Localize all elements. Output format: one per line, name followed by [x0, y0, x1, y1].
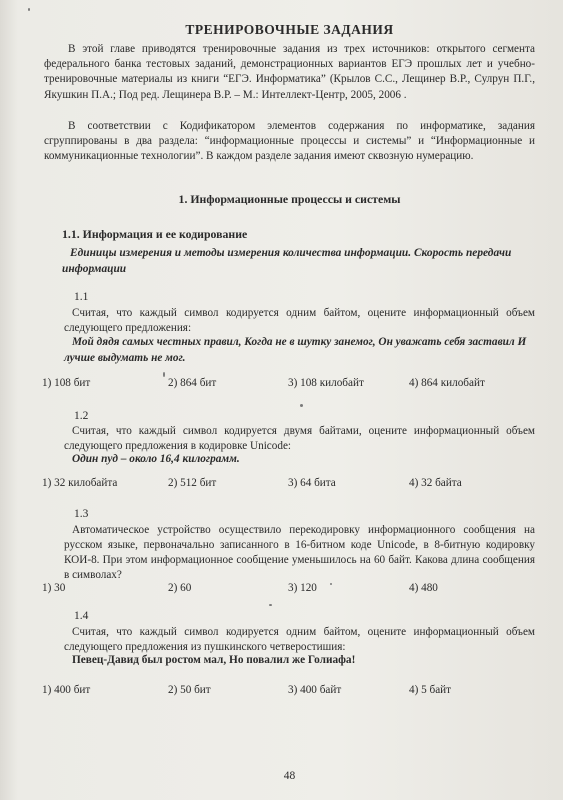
answer-option-1: 1) 108 бит — [42, 377, 91, 389]
question-quote: Один пуд – около 16,4 килограмм. — [72, 453, 240, 465]
answer-option-3: 3) 108 килобайт — [288, 377, 364, 389]
question-text: Считая, что каждый символ кодируется двумя байтами, оцените информационный объем следующего предложения в кодировке Unicode: — [64, 425, 535, 452]
intro-paragraph-2: В соответствии с Кодификатором элементов содержания по информатике, задания сгруппированы в два раздела: “информационные процессы и системы” и “Информационные и коммуникационные технологии”. В каждом разделе задания имеют сквозную нумерацию. — [44, 120, 535, 163]
question-text: Считая, что каждый символ кодируется одним байтом, оцените информационный объем следующего предложения: — [64, 307, 535, 334]
answer-option-2: 2) 60 — [168, 582, 192, 594]
question-text: Автоматическое устройство осуществило перекодировку информационного сообщения на русском языке, первоначально записанного в 16-битном коде Unicode, в 8-битную кодировку КОИ-8. При этом информационное сообщение уменьшилось на 60 байт. Какова длина сообщения в символах? — [64, 524, 535, 581]
question-quote: Певец-Давид был ростом мал, Но повалил же Голиафа! — [72, 654, 356, 666]
question-number: 1.2 — [74, 410, 89, 422]
answer-option-3: 3) 64 бита — [288, 477, 336, 489]
subsection-title: 1.1. Информация и ее кодирование — [62, 227, 248, 241]
answer-option-4: 4) 5 байт — [409, 684, 452, 696]
question-text: Считая, что каждый символ кодируется одним байтом, оцените информационный объем следующего предложения из пушкинского четверостишия: — [64, 626, 535, 653]
page-number: 48 — [283, 770, 296, 782]
question-number: 1.1 — [74, 291, 89, 303]
page-title: ТРЕНИРОВОЧНЫЕ ЗАДАНИЯ — [185, 22, 394, 37]
answer-option-1: 1) 30 — [42, 582, 66, 594]
answer-option-4: 4) 32 байта — [409, 477, 462, 489]
answer-option-4: 4) 480 — [409, 582, 438, 594]
answer-options — [42, 684, 535, 700]
scan-speck — [269, 604, 272, 606]
topic-title: Единицы измерения и методы измерения количества информации. Скорость передачи информации — [62, 247, 512, 275]
answer-option-3: 3) 400 байт — [288, 684, 342, 696]
intro-paragraph-1: В этой главе приводятся тренировочные задания из трех источников: открытого сегмента федерального банка тестовых заданий, демонстрационных вариантов ЕГЭ прошлых лет и учебно-тренировочные материалы из книги “ЕГЭ. Информатика” (Крылов С.С., Лещинер В.Р., Сулрун П.Г., Якушкин П.А.; Под ред. Лещинера В.Р. – М.: Интеллект-Центр, 2005, 2006 . — [44, 43, 535, 101]
question-number: 1.3 — [74, 508, 89, 520]
answer-option-3: 3) 120 — [288, 582, 317, 594]
scan-speck — [300, 404, 303, 407]
question-quote: Мой дядя самых честных правил, Когда не в шутку занемог, Он уважать себя заставил И лучше выдумать не мог. — [64, 336, 527, 364]
answer-option-4: 4) 864 килобайт — [409, 377, 485, 389]
answer-option-1: 1) 400 бит — [42, 684, 91, 696]
answer-option-2: 2) 864 бит — [168, 377, 217, 389]
section-title: 1. Информационные процессы и системы — [178, 192, 401, 206]
answer-options — [42, 582, 535, 598]
answer-option-2: 2) 50 бит — [168, 684, 211, 696]
answer-option-2: 2) 512 бит — [168, 477, 217, 489]
answer-options — [42, 477, 535, 493]
answer-option-1: 1) 32 килобайта — [42, 477, 118, 489]
scan-speck — [163, 372, 165, 377]
scan-speck — [28, 8, 30, 11]
question-number: 1.4 — [74, 610, 89, 622]
scan-speck — [330, 583, 332, 585]
answer-options — [42, 377, 535, 393]
